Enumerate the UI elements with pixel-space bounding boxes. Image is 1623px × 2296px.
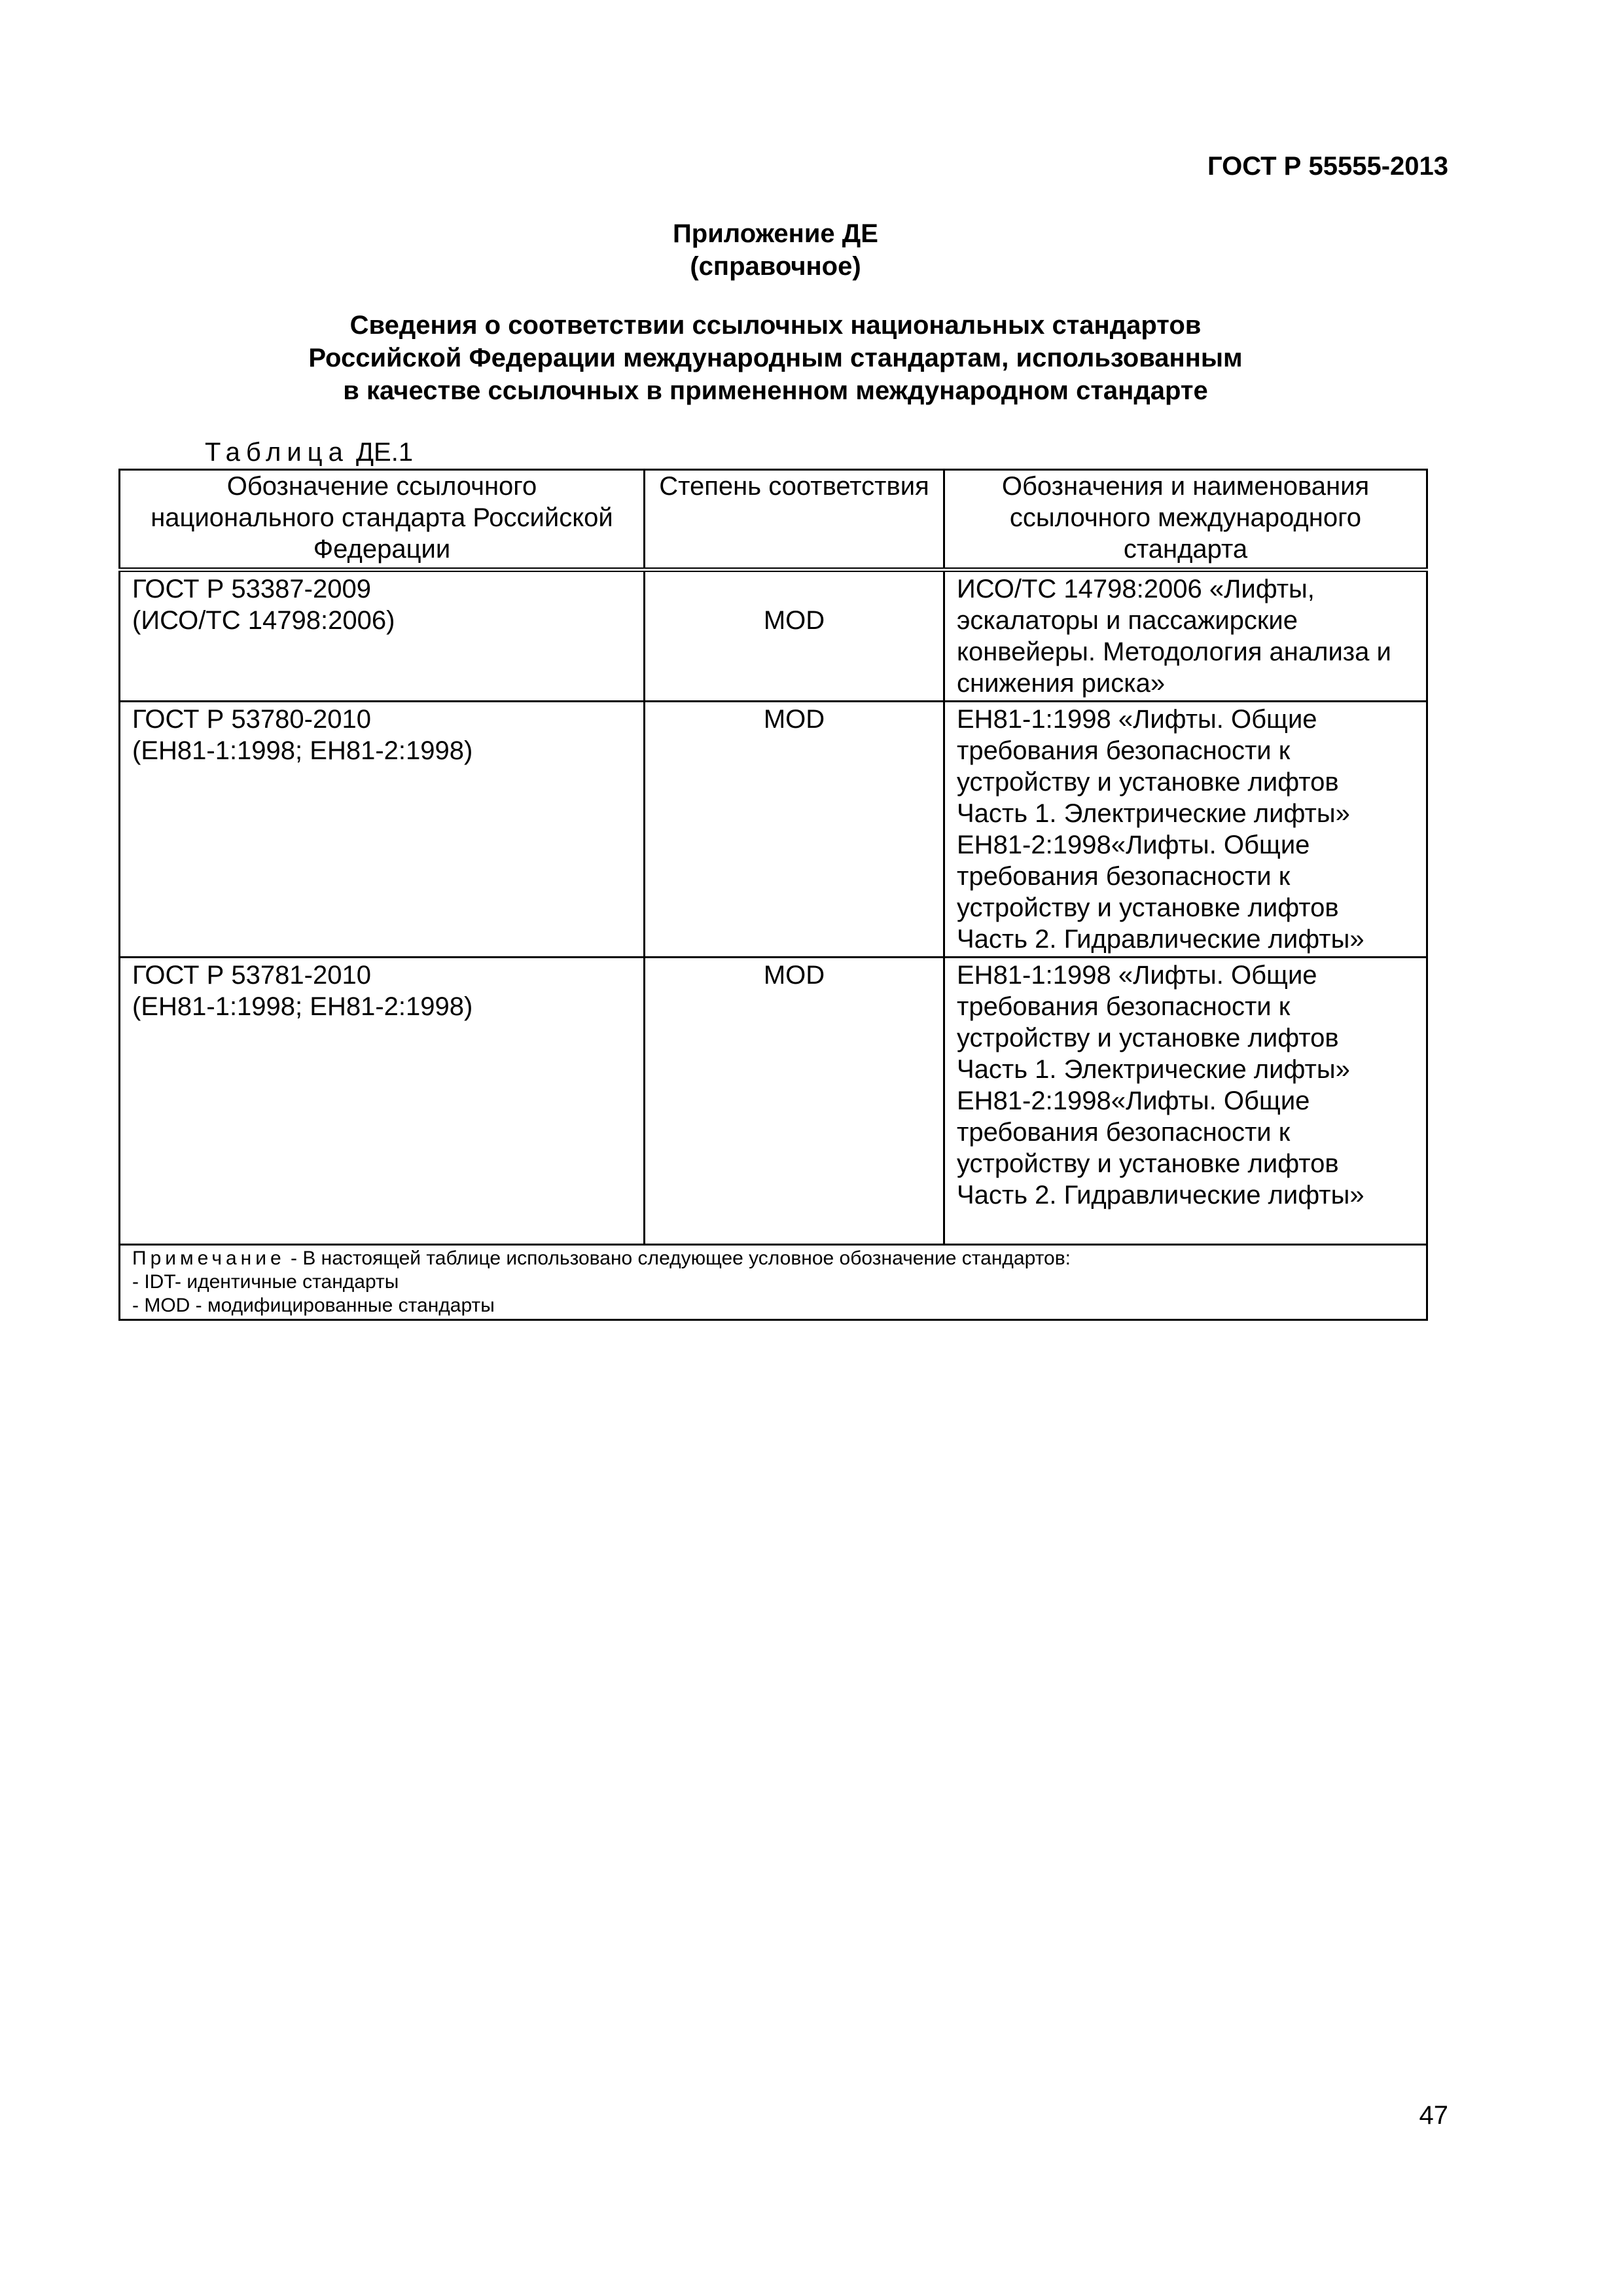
cell-line: Часть 2. Гидравлические лифты» [957, 1181, 1364, 1210]
table-row [120, 702, 1427, 958]
cell-line: требования безопасности к [957, 1118, 1291, 1147]
national-standard-cell [120, 570, 645, 702]
note-item: - MOD - модифицированные стандарты [132, 1295, 495, 1316]
cell-line: ЕН81-2:1998«Лифты. Общие [957, 1086, 1310, 1115]
header-line: Федерации [313, 535, 451, 564]
national-standard-cell [120, 958, 645, 1245]
cell-line: эскалаторы и пассажирские [957, 606, 1298, 635]
cell-line: требования безопасности к [957, 862, 1291, 891]
heading-line: Российской Федерации международным стандартам, использованным [308, 344, 1243, 372]
cell-line: Часть 1. Электрические лифты» [957, 1055, 1350, 1084]
cell-line: ГОСТ Р 53387-2009 [132, 575, 371, 603]
degree-cell [645, 570, 944, 702]
cell-line: устройству и установке лифтов [957, 893, 1339, 922]
heading-line: в качестве ссылочных в примененном международном стандарте [343, 376, 1208, 405]
table-caption [205, 436, 413, 469]
cell-line: ИСО/ТС 14798:2006 «Лифты, [957, 575, 1315, 603]
cell-line: требования безопасности к [957, 736, 1291, 765]
cell-line: устройству и установке лифтов [957, 1024, 1339, 1052]
header-degree [645, 470, 944, 570]
cell-line: устройству и установке лифтов [957, 768, 1339, 797]
table-note [120, 1245, 1427, 1320]
annex-subtitle: (справочное) [690, 252, 861, 281]
cell-line: (ЕН81-1:1998; ЕН81-2:1998) [132, 736, 473, 765]
national-standard-cell [120, 702, 645, 958]
cell-line: ЕН81-2:1998«Лифты. Общие [957, 831, 1310, 859]
cell-line: ГОСТ Р 53781-2010 [132, 961, 371, 990]
header-line: Степень соответствия [659, 472, 929, 501]
degree-value: MOD [763, 961, 825, 990]
note-prefix: Примечание [132, 1247, 285, 1269]
cell-line: ГОСТ Р 53780-2010 [132, 705, 371, 734]
annex-title-block [0, 217, 1551, 283]
cell-line: конвейеры. Методология анализа и [957, 637, 1391, 666]
international-standard-cell [944, 702, 1427, 958]
cell-line: ЕН81-1:1998 «Лифты. Общие [957, 961, 1317, 990]
table-caption-prefix: Таблица [205, 438, 349, 467]
cell-line: (ЕН81-1:1998; ЕН81-2:1998) [132, 992, 473, 1021]
cell-line: Часть 1. Электрические лифты» [957, 799, 1350, 828]
cell-line: (ИСО/ТС 14798:2006) [132, 606, 395, 635]
international-standard-cell [944, 958, 1427, 1245]
table-note-row [120, 1245, 1427, 1320]
cell-line: устройству и установке лифтов [957, 1149, 1339, 1178]
cell-line: требования безопасности к [957, 992, 1291, 1021]
table-row [120, 570, 1427, 702]
degree-value: MOD [763, 705, 825, 734]
document-code: ГОСТ Р 55555-2013 [1207, 152, 1448, 181]
cell-line: снижения риска» [957, 669, 1166, 698]
section-heading [0, 309, 1551, 407]
header-line: ссылочного международного [1009, 503, 1362, 532]
note-line [132, 1247, 1414, 1270]
header-line: стандарта [1123, 535, 1248, 564]
international-standard-cell [944, 570, 1427, 702]
standards-table [118, 469, 1428, 1321]
note-text: - В настоящей таблице использовано следующее условное обозначение стандартов: [285, 1247, 1071, 1269]
header-line: национального стандарта Российской [151, 503, 613, 532]
degree-value: MOD [763, 606, 825, 635]
note-item: - IDT- идентичные стандарты [132, 1271, 399, 1293]
header-line: Обозначение ссылочного [226, 472, 537, 501]
table-caption-number: ДЕ.1 [355, 438, 414, 467]
header-line: Обозначения и наименования [1001, 472, 1370, 501]
cell-line: ЕН81-1:1998 «Лифты. Общие [957, 705, 1317, 734]
heading-line: Сведения о соответствии ссылочных национальных стандартов [349, 311, 1202, 340]
degree-cell [645, 702, 944, 958]
annex-title: Приложение ДЕ [673, 219, 878, 248]
page-number: 47 [1419, 2101, 1448, 2130]
table-row [120, 958, 1427, 1245]
header-international-standard [944, 470, 1427, 570]
cell-line: Часть 2. Гидравлические лифты» [957, 925, 1364, 954]
table-header-row [120, 470, 1427, 570]
degree-cell [645, 958, 944, 1245]
header-national-standard [120, 470, 645, 570]
